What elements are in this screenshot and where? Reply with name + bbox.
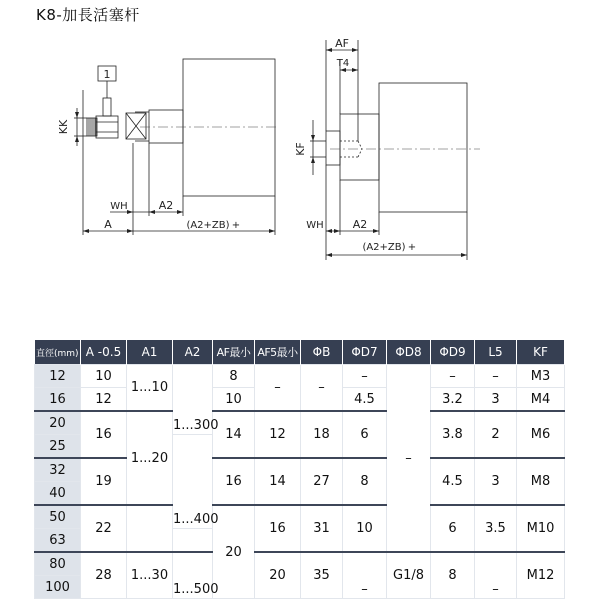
cell-diameter: 16 bbox=[35, 388, 81, 412]
right-label-kf: KF bbox=[294, 142, 307, 156]
cell-kf: M10 bbox=[517, 505, 565, 552]
cell-a: 19 bbox=[81, 458, 127, 505]
cell-phi-d9: 8 bbox=[431, 552, 475, 599]
left-label-kk: KK bbox=[57, 119, 70, 135]
cell-af5-min: 20 bbox=[255, 552, 301, 599]
balloon-number: 1 bbox=[103, 68, 111, 81]
cell-diameter: 80 bbox=[35, 552, 81, 576]
cell-af5-min: 16 bbox=[255, 505, 301, 552]
right-label-a2: A2 bbox=[352, 218, 368, 231]
table-row bbox=[35, 505, 565, 529]
right-label-af: AF bbox=[335, 37, 349, 50]
cell-a1-empty bbox=[127, 505, 173, 552]
header-a: A -0.5 bbox=[81, 340, 127, 365]
cell-a1: 1...30 bbox=[127, 552, 173, 599]
cell-phi-d9: 4.5 bbox=[431, 458, 475, 505]
header-a2: A2 bbox=[173, 340, 213, 365]
cell-diameter: 50 bbox=[35, 505, 81, 529]
header-phi-d9: ΦD9 bbox=[431, 340, 475, 365]
cell-diameter: 63 bbox=[35, 529, 81, 553]
cell-af-min: 14 bbox=[213, 411, 255, 458]
left-label-a2: A2 bbox=[158, 199, 174, 212]
header-phi-d7: ΦD7 bbox=[343, 340, 387, 365]
cell-a: 10 bbox=[81, 365, 127, 388]
cell-a: 12 bbox=[81, 388, 127, 412]
cell-phi-d9: 3.8 bbox=[431, 411, 475, 458]
cell-a1: 1...10 bbox=[127, 365, 173, 412]
table-row bbox=[35, 458, 565, 482]
page-title: K8-加長活塞杆 bbox=[36, 6, 140, 24]
table-row bbox=[35, 411, 565, 435]
cell-phi-d8: G1/8 bbox=[387, 552, 431, 599]
cell-diameter: 32 bbox=[35, 458, 81, 482]
header-l5: L5 bbox=[475, 340, 517, 365]
left-cylinder-body bbox=[183, 59, 275, 196]
left-flange bbox=[149, 110, 183, 143]
cell-a: 16 bbox=[81, 411, 127, 458]
cell-diameter: 12 bbox=[35, 365, 81, 388]
cell-diameter: 40 bbox=[35, 482, 81, 506]
cell-af5-min: 12 bbox=[255, 411, 301, 458]
cell-l5: 3 bbox=[475, 458, 517, 505]
spec-table bbox=[34, 340, 565, 599]
cell-kf: M6 bbox=[517, 411, 565, 458]
cell-af-min: 8 bbox=[213, 365, 255, 388]
header-kf: KF bbox=[517, 340, 565, 365]
cell-l5: 3 bbox=[475, 388, 517, 412]
right-flange bbox=[340, 114, 379, 180]
header-phi-b: ΦB bbox=[301, 340, 343, 365]
cell-af-min: 16 bbox=[213, 458, 255, 505]
cell-l5: 2 bbox=[475, 411, 517, 458]
cell-kf: M4 bbox=[517, 388, 565, 412]
cell-phi-d9: – bbox=[431, 365, 475, 388]
table-row bbox=[35, 552, 565, 576]
header-af-min: AF最小 bbox=[213, 340, 255, 365]
cell-kf: M12 bbox=[517, 552, 565, 599]
table-header-row bbox=[35, 340, 565, 365]
header-diameter: 直徑(mm) bbox=[35, 340, 81, 365]
cell-af5-min: 14 bbox=[255, 458, 301, 505]
cell-phi-d8: – bbox=[387, 365, 431, 553]
header-a1: A1 bbox=[127, 340, 173, 365]
cell-phi-d7: 8 bbox=[343, 458, 387, 505]
cell-a2: 1...500 bbox=[173, 552, 213, 599]
cell-l5: – bbox=[475, 365, 517, 388]
cell-a1: 1...20 bbox=[127, 411, 173, 505]
cell-phi-d7: – bbox=[343, 365, 387, 388]
cell-l5: – bbox=[475, 552, 517, 599]
cell-kf: M3 bbox=[517, 365, 565, 388]
left-label-wh: WH bbox=[110, 201, 128, 212]
cell-l5: 3.5 bbox=[475, 505, 517, 552]
cell-a2: 1...400 bbox=[173, 435, 213, 529]
header-phi-d8: ΦD8 bbox=[387, 340, 431, 365]
cell-phi-b: 18 bbox=[301, 411, 343, 458]
cell-phi-b: 35 bbox=[301, 552, 343, 599]
cell-phi-b: 27 bbox=[301, 458, 343, 505]
right-label-plus: + bbox=[407, 242, 417, 253]
cell-diameter: 25 bbox=[35, 435, 81, 459]
cell-phi-b: 31 bbox=[301, 505, 343, 552]
cell-af-min: 10 bbox=[213, 388, 255, 412]
left-label-plus: + bbox=[231, 220, 241, 231]
cell-phi-d7: 6 bbox=[343, 411, 387, 458]
header-af5-min: AF5最小 bbox=[255, 340, 301, 365]
cell-diameter: 20 bbox=[35, 411, 81, 435]
cell-phi-d9: 6 bbox=[431, 505, 475, 552]
right-cylinder-body bbox=[379, 83, 467, 212]
cell-phi-d7: 10 bbox=[343, 505, 387, 552]
cell-a: 28 bbox=[81, 552, 127, 599]
left-label-a: A bbox=[104, 218, 112, 231]
cell-a2: 1...300 bbox=[173, 365, 213, 435]
cell-phi-d7: 4.5 bbox=[343, 388, 387, 412]
right-label-t4: T4 bbox=[336, 58, 350, 69]
cell-kf: M8 bbox=[517, 458, 565, 505]
cell-a: 22 bbox=[81, 505, 127, 552]
right-label-a2zb: (A2+ZB) bbox=[362, 242, 406, 253]
cell-phi-b: – bbox=[301, 365, 343, 412]
cell-af-min: 20 bbox=[213, 505, 255, 599]
right-label-wh: WH bbox=[306, 220, 324, 231]
left-label-a2zb: (A2+ZB) bbox=[186, 220, 230, 231]
table-row bbox=[35, 365, 565, 388]
cell-phi-d7: – bbox=[343, 552, 387, 599]
cell-diameter: 100 bbox=[35, 576, 81, 599]
cell-af5-min: – bbox=[255, 365, 301, 412]
left-hex-nut bbox=[96, 116, 118, 138]
cell-phi-d9: 3.2 bbox=[431, 388, 475, 412]
